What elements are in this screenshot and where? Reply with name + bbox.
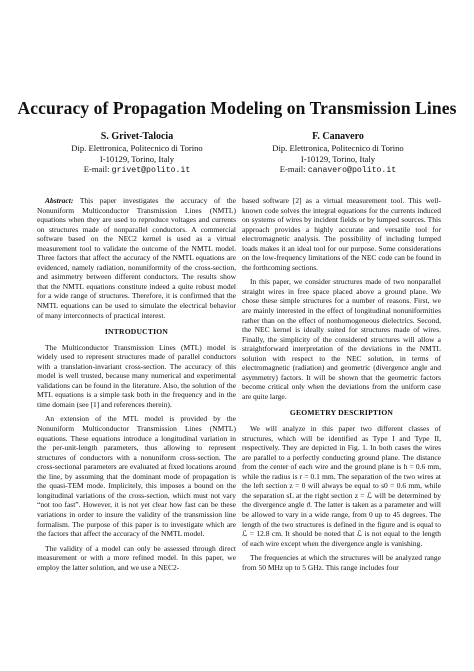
author-affiliation: Dip. Elettronica, Politecnico di Torino xyxy=(272,143,404,153)
author-name: S. Grivet-Talocia xyxy=(100,131,174,142)
author-affiliation: Dip. Elettronica, Politecnico di Torino xyxy=(71,143,203,153)
abstract-text: This paper investigates the accuracy of the Nonuniform Multiconductor Transmission Lines (NMTL) equations when they are used to reproduce voltages and currents on structures made of nonparallel conductors. A commercial software based on the NEC2 kernel is used as a virtual measurement tool to validate the outcome of the NMTL model. Three factors that affect the accuracy of the NMTL equations are evidenced, namely radiation, nonuniformity of the cross-section, and asimmetry between different conductors. The results show that the NMTL equations constitute indeed a quite robust model for a wide range of structures. Therefore, it is confirmed that the NMTL equations can be used to simulate the electrical behavior of many interconnects of practical interest. xyxy=(37,196,236,320)
paragraph: An extension of the MTL model is provided by the Nonuniform Multiconductor Transmission Lines (NMTL) equations. These equations introduce a longitudinal variation in the per-unit-length parameters, thus allowing to represent structures of conductors with a nonuniform cross-section. The cross-sectional parameters are evaluated at fixed locations around the line, by assuming that the dominant mode of propagation is the quasi-TEM mode. Implicitely, this imposes a bound on the longitudinal variations of the cross-section, which must not vary “not too fast”. However, it is not yet clear how fast can be these variations in order to insure the validity of the transmission line formalism. The purpose of this paper is to investigate which are the factors that affect the accuracy of the NMTL model. xyxy=(37,414,236,539)
section-heading-introduction: INTRODUCTION xyxy=(104,327,169,337)
email-label: E-mail: xyxy=(279,164,306,175)
author-email-line xyxy=(238,164,438,177)
author-name: F. Canavero xyxy=(312,131,364,142)
paragraph: In this paper, we consider structures made of two nonparallel straight wires in free space placed above a ground plane. We chose these simple structures for a number of reasons. First, we are mainly interested in the effect of longitudinal nonuniformities rather than on the effect of nonhomogeneous dielectrics. Second, the NEC kernel is ideally suited for structures made of wires. Finally, the simplicity of the considered structures will allow a straightforward interpretation of the deviations in the NMTL solution with respect to the NEC solution, in terms of electromagnetic (radiation) and geometric (divergence angle and asymmetry) factors. It will be shown that the geometric factors become critical only when the deviations from the uniform case are quite large. xyxy=(242,277,441,401)
left-column xyxy=(37,196,236,577)
author-block-1 xyxy=(37,130,237,177)
author-address: I-10129, Torino, Italy xyxy=(300,153,376,164)
paragraph: based software [2] as a virtual measurement tool. This well-known code solves the integral equations for the currents induced on systems of wires by incident fields or by lumped sources. This approach provides a highly accurate and versatile tool for electromagnetic analysis. The possibility of including lumped loads makes it an ideal tool for our purpose. Some considerations on the low-frequency limitations of the NEC code can be found in the forthcoming sections. xyxy=(242,196,441,272)
author-email[interactable]: grivet@polito.it xyxy=(111,166,191,176)
author-block-2 xyxy=(238,130,438,177)
author-email[interactable]: canavero@polito.it xyxy=(307,166,397,176)
abstract-label: Abstract: xyxy=(45,196,74,205)
paper-title: Accuracy of Propagation Modeling on Transmission Lines xyxy=(17,98,457,118)
paragraph: The frequencies at which the structures will be analyzed range from 50 MHz up to 5 GHz. This range includes four xyxy=(242,553,441,572)
paragraph: We will analyze in this paper two different classes of structures, which will be identified as Type I and Type II, respectively. They are depicted in Fig. 1. In both cases the wires are parallel to a perfectly conducting ground plane. The distance from the center of each wire and the ground plane is h = 0.6 mm, while the radius is r = 0.1 mm. The separation of the two wires at the left section z = 0 will always be equal to s0 = 0.6 mm, while the separation sL at the right section z = ℒ will be determined by the divergence angle ϑ. The latter is taken as a parameter and will be allowed to vary in a wide range, from 0 up to 45 degrees. The length of the two structures is defined in the figure and is equal to ℒ = 12.8 cm. It should be noted that ℒ is not equal to the length of each wire except when the divergence angle is vanishing. xyxy=(242,424,441,548)
email-label: E-mail: xyxy=(83,164,110,175)
right-column xyxy=(242,196,441,577)
paragraph: The Multiconductor Transmission Lines (MTL) model is widely used to represent structures made of parallel conductors with a translation-invariant cross-section. The accuracy of this model is well trusted, because many numerical and experimental validations can be found in the literature. Also, the solution of the MTL equations is a simple task both in the frequency and in the time domain (see [1] and references therein). xyxy=(37,342,236,409)
author-address: I-10129, Torino, Italy xyxy=(99,153,175,164)
abstract xyxy=(37,196,236,320)
author-email-line xyxy=(37,164,237,177)
section-heading-geometry: GEOMETRY DESCRIPTION xyxy=(289,408,394,418)
paragraph: The validity of a model can only be assessed through direct measurement or with a more refined model. In this paper, we employ the latter solution, and we use a NEC2- xyxy=(37,543,236,572)
